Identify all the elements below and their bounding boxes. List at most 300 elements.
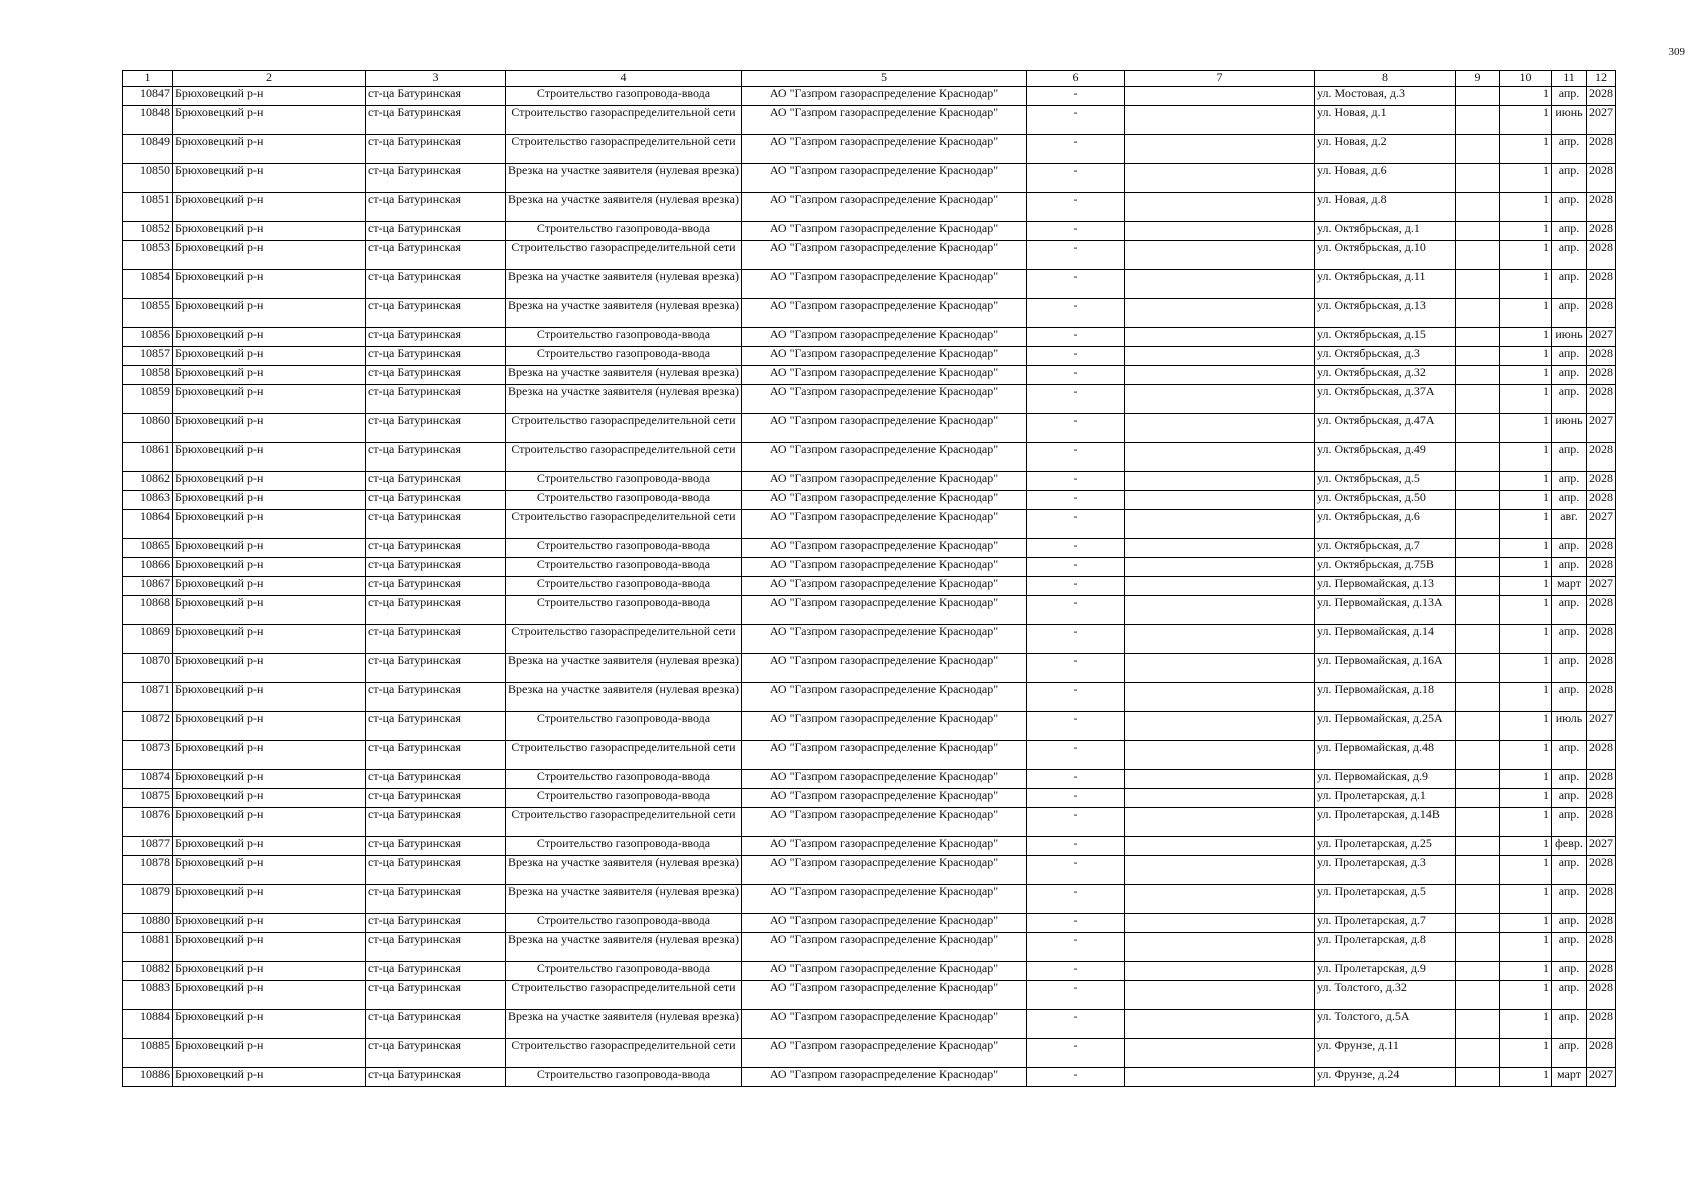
district-cell: Брюховецкий р-н [173,933,366,962]
month-cell: апр. [1552,366,1587,385]
column-9-cell [1456,510,1500,539]
year-cell: 2028 [1587,385,1616,414]
year-cell: 2028 [1587,856,1616,885]
year-cell: 2028 [1587,914,1616,933]
column-7-cell [1125,193,1315,222]
column-7-cell [1125,789,1315,808]
year-cell: 2027 [1587,106,1616,135]
district-cell: Брюховецкий р-н [173,1010,366,1039]
column-9-cell [1456,164,1500,193]
district-cell: Брюховецкий р-н [173,366,366,385]
district-cell: Брюховецкий р-н [173,558,366,577]
work-type-cell: Строительство газораспределительной сети [506,510,742,539]
year-cell: 2028 [1587,193,1616,222]
district-cell: Брюховецкий р-н [173,472,366,491]
quantity-cell: 1 [1500,106,1552,135]
column-7-cell [1125,1039,1315,1068]
quantity-cell: 1 [1500,87,1552,106]
work-type-cell: Строительство газораспределительной сети [506,808,742,837]
organization-cell: АО "Газпром газораспределение Краснодар" [742,789,1027,808]
work-type-cell: Строительство газораспределительной сети [506,741,742,770]
column-6-cell: - [1027,366,1125,385]
year-cell: 2028 [1587,933,1616,962]
month-cell: апр. [1552,933,1587,962]
column-9-cell [1456,625,1500,654]
address-cell: ул. Первомайская, д.9 [1315,770,1456,789]
column-6-cell: - [1027,770,1125,789]
column-6-cell: - [1027,577,1125,596]
quantity-cell: 1 [1500,808,1552,837]
district-cell: Брюховецкий р-н [173,491,366,510]
year-cell: 2028 [1587,539,1616,558]
row-number-cell: 10850 [123,164,173,193]
organization-cell: АО "Газпром газораспределение Краснодар" [742,443,1027,472]
month-cell: авг. [1552,510,1587,539]
column-7-cell [1125,712,1315,741]
address-cell: ул. Толстого, д.32 [1315,981,1456,1010]
work-type-cell: Строительство газопровода-ввода [506,472,742,491]
column-9-cell [1456,193,1500,222]
month-cell: апр. [1552,914,1587,933]
organization-cell: АО "Газпром газораспределение Краснодар" [742,87,1027,106]
district-cell: Брюховецкий р-н [173,837,366,856]
quantity-cell: 1 [1500,933,1552,962]
column-9-cell [1456,914,1500,933]
row-number-cell: 10886 [123,1068,173,1087]
district-cell: Брюховецкий р-н [173,106,366,135]
district-cell: Брюховецкий р-н [173,625,366,654]
organization-cell: АО "Газпром газораспределение Краснодар" [742,539,1027,558]
column-7-cell [1125,222,1315,241]
column-9-cell [1456,808,1500,837]
settlement-cell: ст-ца Батуринская [366,1010,506,1039]
column-6-cell: - [1027,837,1125,856]
column-9-cell [1456,414,1500,443]
year-cell: 2028 [1587,558,1616,577]
row-number-cell: 10861 [123,443,173,472]
quantity-cell: 1 [1500,299,1552,328]
row-number-cell: 10884 [123,1010,173,1039]
column-7-cell [1125,510,1315,539]
address-cell: ул. Фрунзе, д.11 [1315,1039,1456,1068]
column-6-cell: - [1027,510,1125,539]
address-cell: ул. Первомайская, д.48 [1315,741,1456,770]
month-cell: апр. [1552,491,1587,510]
month-cell: июнь [1552,328,1587,347]
organization-cell: АО "Газпром газораспределение Краснодар" [742,472,1027,491]
table-row [123,625,1616,654]
column-7-cell [1125,366,1315,385]
quantity-cell: 1 [1500,366,1552,385]
column-7-cell [1125,683,1315,712]
district-cell: Брюховецкий р-н [173,328,366,347]
column-header: 3 [366,71,506,87]
year-cell: 2028 [1587,770,1616,789]
row-number-cell: 10885 [123,1039,173,1068]
column-6-cell: - [1027,539,1125,558]
year-cell: 2028 [1587,1039,1616,1068]
address-cell: ул. Пролетарская, д.5 [1315,885,1456,914]
settlement-cell: ст-ца Батуринская [366,472,506,491]
address-cell: ул. Октябрьская, д.5 [1315,472,1456,491]
quantity-cell: 1 [1500,837,1552,856]
row-number-cell: 10865 [123,539,173,558]
month-cell: апр. [1552,164,1587,193]
row-number-cell: 10856 [123,328,173,347]
column-7-cell [1125,472,1315,491]
organization-cell: АО "Газпром газораспределение Краснодар" [742,654,1027,683]
column-7-cell [1125,808,1315,837]
settlement-cell: ст-ца Батуринская [366,385,506,414]
quantity-cell: 1 [1500,241,1552,270]
year-cell: 2027 [1587,510,1616,539]
work-type-cell: Строительство газопровода-ввода [506,222,742,241]
column-6-cell: - [1027,856,1125,885]
work-type-cell: Строительство газораспределительной сети [506,241,742,270]
district-cell: Брюховецкий р-н [173,596,366,625]
quantity-cell: 1 [1500,962,1552,981]
quantity-cell: 1 [1500,856,1552,885]
column-7-cell [1125,1068,1315,1087]
column-6-cell: - [1027,106,1125,135]
settlement-cell: ст-ца Батуринская [366,577,506,596]
quantity-cell: 1 [1500,443,1552,472]
column-7-cell [1125,347,1315,366]
organization-cell: АО "Газпром газораспределение Краснодар" [742,510,1027,539]
table-row [123,837,1616,856]
settlement-cell: ст-ца Батуринская [366,414,506,443]
table-row [123,241,1616,270]
column-7-cell [1125,933,1315,962]
table-row [123,472,1616,491]
work-type-cell: Врезка на участке заявителя (нулевая врезка) [506,270,742,299]
work-type-cell: Строительство газопровода-ввода [506,770,742,789]
column-7-cell [1125,414,1315,443]
row-number-cell: 10863 [123,491,173,510]
organization-cell: АО "Газпром газораспределение Краснодар" [742,366,1027,385]
column-9-cell [1456,1039,1500,1068]
work-type-cell: Строительство газораспределительной сети [506,135,742,164]
address-cell: ул. Новая, д.6 [1315,164,1456,193]
month-cell: апр. [1552,962,1587,981]
column-6-cell: - [1027,1010,1125,1039]
district-cell: Брюховецкий р-н [173,683,366,712]
row-number-cell: 10870 [123,654,173,683]
organization-cell: АО "Газпром газораспределение Краснодар" [742,856,1027,885]
month-cell: июнь [1552,106,1587,135]
row-number-cell: 10876 [123,808,173,837]
quantity-cell: 1 [1500,981,1552,1010]
year-cell: 2028 [1587,241,1616,270]
work-type-cell: Строительство газопровода-ввода [506,962,742,981]
district-cell: Брюховецкий р-н [173,789,366,808]
column-header: 1 [123,71,173,87]
settlement-cell: ст-ца Батуринская [366,193,506,222]
table-row [123,856,1616,885]
column-6-cell: - [1027,347,1125,366]
settlement-cell: ст-ца Батуринская [366,491,506,510]
quantity-cell: 1 [1500,193,1552,222]
year-cell: 2028 [1587,87,1616,106]
work-type-cell: Врезка на участке заявителя (нулевая врезка) [506,385,742,414]
district-cell: Брюховецкий р-н [173,385,366,414]
column-9-cell [1456,443,1500,472]
row-number-cell: 10852 [123,222,173,241]
row-number-cell: 10857 [123,347,173,366]
table-body [123,87,1616,1087]
year-cell: 2028 [1587,683,1616,712]
column-7-cell [1125,625,1315,654]
address-cell: ул. Первомайская, д.16А [1315,654,1456,683]
organization-cell: АО "Газпром газораспределение Краснодар" [742,933,1027,962]
district-cell: Брюховецкий р-н [173,510,366,539]
column-number-row [123,71,1616,87]
organization-cell: АО "Газпром газораспределение Краснодар" [742,222,1027,241]
column-9-cell [1456,347,1500,366]
table-row [123,789,1616,808]
column-6-cell: - [1027,385,1125,414]
column-9-cell [1456,856,1500,885]
work-type-cell: Врезка на участке заявителя (нулевая врезка) [506,654,742,683]
quantity-cell: 1 [1500,558,1552,577]
work-type-cell: Врезка на участке заявителя (нулевая врезка) [506,856,742,885]
table-row [123,712,1616,741]
column-7-cell [1125,270,1315,299]
column-9-cell [1456,683,1500,712]
address-cell: ул. Октябрьская, д.32 [1315,366,1456,385]
column-9-cell [1456,472,1500,491]
table-row [123,885,1616,914]
table-row [123,981,1616,1010]
year-cell: 2028 [1587,596,1616,625]
work-type-cell: Врезка на участке заявителя (нулевая врезка) [506,299,742,328]
organization-cell: АО "Газпром газораспределение Краснодар" [742,135,1027,164]
column-9-cell [1456,558,1500,577]
month-cell: апр. [1552,472,1587,491]
table-row [123,596,1616,625]
column-6-cell: - [1027,933,1125,962]
settlement-cell: ст-ца Батуринская [366,328,506,347]
row-number-cell: 10851 [123,193,173,222]
month-cell: апр. [1552,1039,1587,1068]
quantity-cell: 1 [1500,770,1552,789]
row-number-cell: 10860 [123,414,173,443]
settlement-cell: ст-ца Батуринская [366,347,506,366]
district-cell: Брюховецкий р-н [173,164,366,193]
organization-cell: АО "Газпром газораспределение Краснодар" [742,385,1027,414]
row-number-cell: 10864 [123,510,173,539]
settlement-cell: ст-ца Батуринская [366,87,506,106]
district-cell: Брюховецкий р-н [173,577,366,596]
quantity-cell: 1 [1500,347,1552,366]
row-number-cell: 10855 [123,299,173,328]
column-9-cell [1456,241,1500,270]
organization-cell: АО "Газпром газораспределение Краснодар" [742,914,1027,933]
settlement-cell: ст-ца Батуринская [366,366,506,385]
work-type-cell: Строительство газораспределительной сети [506,1039,742,1068]
row-number-cell: 10877 [123,837,173,856]
address-cell: ул. Пролетарская, д.9 [1315,962,1456,981]
table-row [123,539,1616,558]
table-row [123,510,1616,539]
organization-cell: АО "Газпром газораспределение Краснодар" [742,962,1027,981]
district-cell: Брюховецкий р-н [173,770,366,789]
district-cell: Брюховецкий р-н [173,962,366,981]
address-cell: ул. Пролетарская, д.7 [1315,914,1456,933]
settlement-cell: ст-ца Батуринская [366,106,506,135]
settlement-cell: ст-ца Батуринская [366,808,506,837]
table-row [123,193,1616,222]
month-cell: апр. [1552,558,1587,577]
column-header: 11 [1552,71,1587,87]
month-cell: апр. [1552,770,1587,789]
month-cell: апр. [1552,299,1587,328]
column-header: 7 [1125,71,1315,87]
row-number-cell: 10875 [123,789,173,808]
year-cell: 2028 [1587,299,1616,328]
table-row [123,577,1616,596]
settlement-cell: ст-ца Батуринская [366,443,506,472]
column-6-cell: - [1027,596,1125,625]
district-cell: Брюховецкий р-н [173,914,366,933]
organization-cell: АО "Газпром газораспределение Краснодар" [742,270,1027,299]
table-row [123,366,1616,385]
column-7-cell [1125,106,1315,135]
work-type-cell: Врезка на участке заявителя (нулевая врезка) [506,193,742,222]
column-9-cell [1456,328,1500,347]
column-7-cell [1125,241,1315,270]
address-cell: ул. Первомайская, д.25А [1315,712,1456,741]
settlement-cell: ст-ца Батуринская [366,299,506,328]
settlement-cell: ст-ца Батуринская [366,1039,506,1068]
organization-cell: АО "Газпром газораспределение Краснодар" [742,106,1027,135]
table-row [123,654,1616,683]
column-header: 4 [506,71,742,87]
address-cell: ул. Октябрьская, д.37А [1315,385,1456,414]
work-type-cell: Строительство газопровода-ввода [506,837,742,856]
district-cell: Брюховецкий р-н [173,241,366,270]
row-number-cell: 10859 [123,385,173,414]
row-number-cell: 10872 [123,712,173,741]
column-9-cell [1456,885,1500,914]
month-cell: апр. [1552,808,1587,837]
column-9-cell [1456,299,1500,328]
organization-cell: АО "Газпром газораспределение Краснодар" [742,577,1027,596]
work-type-cell: Строительство газопровода-ввода [506,558,742,577]
address-cell: ул. Новая, д.2 [1315,135,1456,164]
column-9-cell [1456,222,1500,241]
year-cell: 2028 [1587,885,1616,914]
address-cell: ул. Пролетарская, д.25 [1315,837,1456,856]
month-cell: апр. [1552,385,1587,414]
year-cell: 2028 [1587,366,1616,385]
column-6-cell: - [1027,270,1125,299]
column-7-cell [1125,164,1315,193]
quantity-cell: 1 [1500,164,1552,193]
column-6-cell: - [1027,885,1125,914]
quantity-cell: 1 [1500,654,1552,683]
row-number-cell: 10878 [123,856,173,885]
address-cell: ул. Октябрьская, д.49 [1315,443,1456,472]
quantity-cell: 1 [1500,789,1552,808]
year-cell: 2028 [1587,135,1616,164]
work-type-cell: Строительство газопровода-ввода [506,712,742,741]
quantity-cell: 1 [1500,222,1552,241]
column-9-cell [1456,106,1500,135]
month-cell: апр. [1552,135,1587,164]
column-9-cell [1456,596,1500,625]
settlement-cell: ст-ца Батуринская [366,164,506,193]
organization-cell: АО "Газпром газораспределение Краснодар" [742,741,1027,770]
settlement-cell: ст-ца Батуринская [366,770,506,789]
month-cell: апр. [1552,625,1587,654]
column-7-cell [1125,596,1315,625]
settlement-cell: ст-ца Батуринская [366,596,506,625]
settlement-cell: ст-ца Батуринская [366,683,506,712]
table-row [123,558,1616,577]
column-7-cell [1125,1010,1315,1039]
organization-cell: АО "Газпром газораспределение Краснодар" [742,1039,1027,1068]
table-row [123,962,1616,981]
row-number-cell: 10849 [123,135,173,164]
settlement-cell: ст-ца Батуринская [366,856,506,885]
table-row [123,1010,1616,1039]
column-9-cell [1456,837,1500,856]
column-6-cell: - [1027,1068,1125,1087]
column-6-cell: - [1027,683,1125,712]
column-9-cell [1456,366,1500,385]
settlement-cell: ст-ца Батуринская [366,914,506,933]
month-cell: апр. [1552,741,1587,770]
organization-cell: АО "Газпром газораспределение Краснодар" [742,712,1027,741]
settlement-cell: ст-ца Батуринская [366,539,506,558]
year-cell: 2028 [1587,491,1616,510]
year-cell: 2028 [1587,625,1616,654]
district-cell: Брюховецкий р-н [173,347,366,366]
settlement-cell: ст-ца Батуринская [366,222,506,241]
column-7-cell [1125,491,1315,510]
district-cell: Брюховецкий р-н [173,808,366,837]
year-cell: 2028 [1587,789,1616,808]
district-cell: Брюховецкий р-н [173,1068,366,1087]
year-cell: 2027 [1587,1068,1616,1087]
row-number-cell: 10869 [123,625,173,654]
column-7-cell [1125,914,1315,933]
year-cell: 2028 [1587,741,1616,770]
year-cell: 2028 [1587,270,1616,299]
column-6-cell: - [1027,135,1125,164]
year-cell: 2028 [1587,962,1616,981]
quantity-cell: 1 [1500,1010,1552,1039]
work-type-cell: Строительство газораспределительной сети [506,981,742,1010]
organization-cell: АО "Газпром газораспределение Краснодар" [742,596,1027,625]
organization-cell: АО "Газпром газораспределение Краснодар" [742,347,1027,366]
row-number-cell: 10881 [123,933,173,962]
settlement-cell: ст-ца Батуринская [366,741,506,770]
table-row [123,770,1616,789]
year-cell: 2028 [1587,654,1616,683]
quantity-cell: 1 [1500,491,1552,510]
settlement-cell: ст-ца Батуринская [366,558,506,577]
column-7-cell [1125,856,1315,885]
work-type-cell: Строительство газопровода-ввода [506,491,742,510]
month-cell: апр. [1552,683,1587,712]
quantity-cell: 1 [1500,712,1552,741]
column-6-cell: - [1027,962,1125,981]
column-7-cell [1125,885,1315,914]
district-cell: Брюховецкий р-н [173,654,366,683]
column-6-cell: - [1027,654,1125,683]
